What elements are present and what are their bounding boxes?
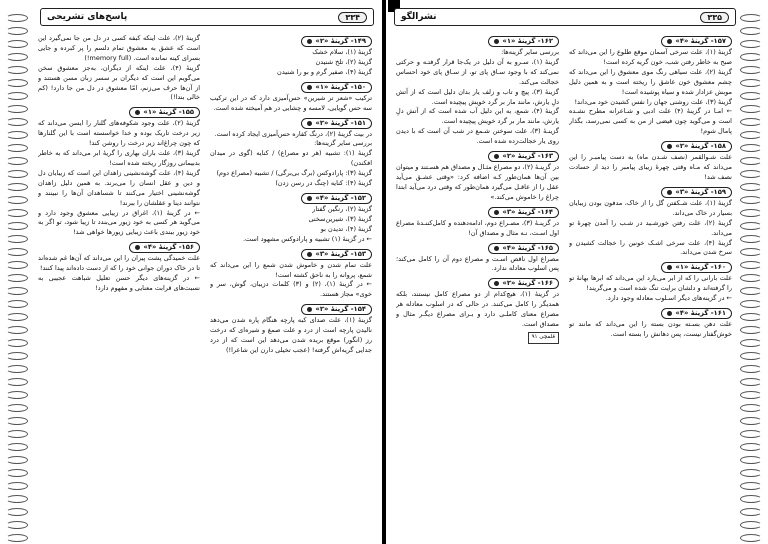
spiral-ring [740, 391, 762, 399]
spiral-ring [740, 131, 762, 139]
answer-text: گزینهٔ (۳): پارادوکس (برگ بی‌برگی) / تشبیه (مصراع دوم) [216, 169, 372, 178]
bullet-icon [307, 307, 312, 312]
answer-heading [488, 36, 559, 47]
spiral-ring [740, 300, 762, 308]
spiral-ring [740, 274, 762, 282]
bullet-icon [667, 144, 672, 149]
answer-text: در گزینـهٔ (۲)، دو مصراع مثـال و مصداق هم هسـتند و میتوان بین آن‌ها همان‌طور کـه اضافه کرد: «وقتی عشـق می‌آید عقل را از عاقـل می‌گیرد همان‌طور که وقتی درد می‌آید ابتدا چراغ را خاموش می‌کند.» [396, 163, 559, 201]
spiral-ring [6, 131, 28, 139]
left-page-column-right [210, 34, 372, 538]
spiral-ring [740, 27, 762, 35]
answer-text: گزینهٔ (۳)، علت باران بهاری را گریهٔ ابر می‌داند که به خاطر بدبیمانی روزگار ریخته شده است! [38, 149, 200, 167]
bullet-icon [135, 110, 140, 115]
spiral-ring [740, 404, 762, 412]
answer-text: گزینهٔ (۲)، رنگین گفتار [312, 204, 372, 213]
spiral-ring [6, 443, 28, 451]
spiral-ring [740, 209, 762, 217]
spiral-ring [6, 534, 28, 542]
answer-heading-text: ۱۵۳- گزینهٔ «۳» [315, 249, 366, 258]
spiral-ring [740, 196, 762, 204]
answer-heading [488, 207, 559, 218]
answer-heading [301, 118, 372, 129]
answer-text: در بیت گزینهٔ (۲)، درنگ کفاره حس‌آمیزی ایجاد کرده است. [214, 129, 372, 138]
answer-text: علت شـوالقمر (نصف شـدن ماه) به دست پیامبـر را این می‌داند که مـاه وقتی چهرهٔ زیبای پیامبر را دید از حسادت نصف شد! [569, 153, 732, 181]
left-page-title: پاسخ‌های تشریحی [47, 12, 128, 22]
bullet-icon [494, 281, 499, 286]
answer-heading-text: ۱۵۲- گزینهٔ «۴» [315, 193, 366, 202]
spiral-ring [6, 66, 28, 74]
answer-text: گزینهٔ (۱): تشبیه (هر دو مصراع) / کنایه (گوی در میدان افکندن) [210, 149, 372, 168]
answer-text: ← در گزینهٔ (۱) تشبیه و پارادوکس مشهود است. [242, 234, 372, 243]
source-stamp: قلمچی ۹۱ [528, 332, 559, 344]
spiral-ring [6, 53, 28, 61]
spiral-ring [740, 235, 762, 243]
answer-text: گزینهٔ (۴)، شمع، به این دلیل آب شده است که از آتش دلِ یارش، مانند مار بر گرد خویش پیچیده است. [396, 107, 559, 126]
answer-heading-text: ۱۶۶- گزینهٔ «۲» [502, 279, 553, 288]
answer-item [396, 149, 559, 203]
answer-heading [488, 151, 559, 162]
spiral-ring [740, 157, 762, 165]
spiral-ring [6, 521, 28, 529]
spiral-ring [6, 482, 28, 490]
answer-text: گزینهٔ (۲)، تلخ شنیدن [315, 57, 372, 66]
spiral-ring [6, 300, 28, 308]
spiral-ring [6, 430, 28, 438]
answer-heading-text: ۱۶۱- گزینهٔ «۴» [675, 309, 726, 318]
spiral-ring [6, 508, 28, 516]
answer-text: گزینهٔ (۱)، علت شـکفتن گل را از خاک، مدفون بودن زیبایان بسیار در خاک می‌داند. [569, 198, 732, 217]
answer-item [38, 240, 200, 294]
spiral-ring [6, 404, 28, 412]
answer-heading [661, 36, 732, 47]
answer-text: گزینهٔ (۱)، سـرو به آن دلیل در یک‌جا قرار گرفتـه و حرکتی نمی‌کند که با وجود سـاق پای تو، از سـاق پای خود احساس خجالت می‌کند. [396, 57, 559, 86]
answer-heading [301, 193, 372, 204]
bullet-icon [667, 265, 672, 270]
answer-heading-text: ۱۵۷- گزینهٔ «۴» [675, 37, 726, 45]
spiral-ring [740, 521, 762, 529]
answer-heading-text: ۱۶۰- گزینهٔ «۱» [675, 263, 726, 272]
spiral-binding-right [738, 0, 766, 544]
answer-text: در گزینـهٔ (۳)، مصـراع دوم، ادامه‌دهنده و کامل‌کننـدهٔ مصراع اول اسـت، نـه مثال و مصداق آن! [396, 218, 559, 237]
spiral-ring [740, 144, 762, 152]
answer-heading-text: ۱۵۴- گزینهٔ «۲» [315, 305, 366, 314]
answer-heading [301, 36, 372, 47]
answer-item [210, 191, 372, 245]
bullet-icon [667, 311, 672, 316]
spiral-ring [6, 248, 28, 256]
right-page [386, 0, 768, 544]
bullet-icon [307, 121, 312, 126]
answer-item [210, 302, 372, 356]
answer-item [396, 241, 559, 275]
spiral-ring [740, 79, 762, 87]
answer-heading [129, 107, 200, 118]
answer-item [38, 34, 200, 103]
answer-item [210, 247, 372, 301]
answer-text: ← امـا در گزینهٔ (۴) علت ادبی و شـاعرانه مطرح نشـده است و می‌گوید چون فیضی از من به کسی نمی‌رسد، بگذار پامال شوم! [569, 107, 732, 136]
answer-heading-text: ۱۵۵- گزینهٔ «۱» [143, 108, 194, 117]
bullet-icon [307, 85, 312, 90]
answer-item [210, 80, 372, 114]
answer-heading [301, 304, 372, 315]
spiral-ring [740, 326, 762, 334]
spiral-ring [740, 183, 762, 191]
answer-text: مصراع اول ناقص اسـت و مصراع دوم آن را کامل می‌کند؛ پس اسلوب معادله ندارد. [396, 254, 559, 273]
spiral-ring [740, 508, 762, 516]
spiral-ring [740, 339, 762, 347]
spiral-ring [6, 92, 28, 100]
bullet-icon [307, 252, 312, 257]
answer-text: گزینهٔ (۳)، علت روشنی جهان را نفس کشیدن خود می‌داند! [574, 97, 732, 106]
spiral-ring [6, 378, 28, 386]
spiral-ring [6, 469, 28, 477]
answer-heading [661, 308, 732, 319]
spiral-ring [6, 495, 28, 503]
spiral-ring [6, 326, 28, 334]
right-page-column-right [569, 34, 732, 538]
left-page-number: ۳۳۴ [338, 12, 367, 23]
spiral-ring [740, 40, 762, 48]
answer-text: گزینهٔ (۲)، علت وجود شکوفه‌های گلنار را ایسن می‌داند که زیر درخت تاریک بوده و خدا خواسسته است با این گلنارها که چون چراغ‌اند زیر درخت را روشن کند! [38, 119, 200, 148]
answer-item [396, 34, 559, 147]
right-page-column-left [396, 34, 559, 538]
spiral-ring [6, 14, 28, 22]
left-page-header [40, 8, 374, 26]
spiral-ring [6, 118, 28, 126]
spiral-ring [6, 144, 28, 152]
spiral-ring [740, 313, 762, 321]
answer-text: گزینهٔ (۲)، علت اینکه کبفه کسی در دل من جا نمی‌گیرد این است که عشق به معشوق تمام دلسم را پر کبرده و جایی بسرای کینه نمانده است. (memory full!) [38, 34, 200, 62]
answer-text: ترکیب «شعر تر شیرین» حس‌آمیزی دارد که در این ترکیب سه حس گویایی، لامسه و چشایی در هم آمیخته شده است. [210, 93, 372, 112]
bullet-icon [667, 190, 672, 195]
spiral-ring [6, 170, 28, 178]
spiral-ring [6, 391, 28, 399]
answer-text: گزینهٔ (۲)، علت سیاهی رنگ موی معشوق را این می‌داند که چشم معشوق خون عاشق را ریخته است و به همین دلیل موبش عزادار شده و سیاه پوشیده است! [569, 67, 732, 96]
spiral-ring [740, 417, 762, 425]
spiral-ring [6, 209, 28, 217]
answer-item [569, 185, 732, 258]
spiral-ring [6, 157, 28, 165]
answer-item [396, 205, 559, 239]
spiral-ring [6, 79, 28, 87]
answer-text: علت بارانی را که از ابر می‌بارد این می‌داند که ابرها بهانهٔ تو را گرفته‌اند و دلشان برایت تنگ شده است و می‌گریند! [569, 274, 732, 293]
answer-item [396, 276, 559, 330]
bullet-icon [307, 196, 312, 201]
bullet-icon [494, 210, 499, 215]
spiral-ring [740, 443, 762, 451]
spiral-ring [6, 105, 28, 113]
bullet-icon [307, 39, 312, 44]
spiral-ring [740, 92, 762, 100]
right-page-header [394, 8, 736, 26]
bullet-icon [494, 39, 499, 44]
answer-text: ← در گزینهٔ (۱)، (۲) و (۳) کلمات دزیبان، گوش، سر و خوی» مجاز هستند. [210, 280, 372, 299]
answer-text: گزینـهٔ (۳)، علت سوختن شـمع در شب آن است که با دیدن روی یار خجالت‌زده شده است. [396, 127, 559, 146]
spiral-ring [740, 469, 762, 477]
answer-text: گزینهٔ (۲)، علت رفتن خورشـید در شـب را آمدن چهرهٔ تو می‌داند. [569, 218, 732, 237]
answer-text: علت تمام شدن و خاموش شدن شمع را این می‌داند که شمع، پروانه را به ناحق کشته است! [210, 260, 372, 279]
spiral-ring [6, 456, 28, 464]
bullet-icon [494, 154, 499, 159]
spiral-ring [6, 274, 28, 282]
answer-text: ← در گزینه‌های دیگر اسـلوب معادله وجود دارد. [605, 294, 732, 303]
spiral-ring [6, 196, 28, 204]
answer-heading-text: ۱۵۰- گزینهٔ «۱» [315, 82, 366, 91]
answer-text: در گزینهٔ (۱)، هیچ‌کدام از دو مصراع کامل نیستند، بلکه همدیگر را کامل می‌کنند. در حالی که در اسلوب معادله هر مصراع معنای کاملـی دارد و بـرای مصراع دیگـر مثال و مصداق است. [396, 290, 559, 329]
spiral-ring [6, 313, 28, 321]
spiral-ring [740, 456, 762, 464]
spiral-ring [740, 105, 762, 113]
answer-text: علت دهن بسـته بودن بسته را این می‌داند که مانند تو خوش‌گفتار نیست، پس دهانش را بسته است. [569, 320, 732, 338]
answer-text: گزینهٔ (۳)، شیرین‌سخنی [308, 214, 372, 223]
answer-heading [661, 262, 732, 273]
answer-heading [488, 243, 559, 254]
answer-text: گزینهٔ (۴)، صفیر گرم و بو را شنیدن [277, 67, 372, 76]
answer-heading-text: ۱۵۶- گزینهٔ «۴» [143, 243, 194, 252]
answer-text: گزینهٔ (۱)، علت صدای کبه پارچه هنگام پاره شدن می‌دهد نالیدن پارچه است از درد و علت صمغ و شیره‌ای که درخت رز (انگور) موقع بریده شدن می‌دهد این است که از درد جدایی گریه‌اش گرفته! (عجب تخیلی دارن این شاعرا!) [210, 316, 372, 354]
answer-heading [301, 82, 372, 93]
spiral-ring [6, 352, 28, 360]
spiral-ring [740, 53, 762, 61]
spiral-ring [6, 235, 28, 243]
answer-text: علت خمیدگی پشت پیران را این می‌داند که آن‌ها غم شده‌اند تا در خاک دوران جوانی خود را که از دست داده‌اند پیدا کنند! [38, 254, 200, 273]
right-page-number: ۳۳۵ [700, 12, 729, 23]
spiral-ring [740, 430, 762, 438]
spiral-ring [740, 495, 762, 503]
answer-item [569, 260, 732, 304]
answer-heading [129, 242, 200, 253]
right-page-title: نشرالگو [401, 12, 437, 22]
spiral-ring [6, 417, 28, 425]
answer-text: گزینهٔ (۴)، علت گوشه‌نشینی زاهدان این است که زیبایان دل و دین و عقل انسان را می‌برند. به همین دلیل زاهدان گوشه‌نشینی اختیار می‌کنند تا شساهدان آن‌ها را نبینند و نتوانند دینا و عقلشان را ببرند! [38, 168, 200, 207]
spiral-ring [6, 365, 28, 373]
answer-heading [301, 249, 372, 260]
spiral-ring [740, 222, 762, 230]
answer-text: گزینهٔ (۴): کنایه (چنگ در رسن زدن) [275, 179, 372, 188]
spiral-ring [6, 339, 28, 347]
answer-text: گزینهٔ (۱)، سلام خشک [312, 48, 372, 56]
answer-heading [661, 141, 732, 152]
spiral-binding-left [4, 0, 32, 544]
spiral-ring [6, 183, 28, 191]
answer-heading-text: ۱۶۴- گزینهٔ «۳» [502, 207, 553, 216]
answer-text: گزینهٔ (۴)، تدیدن بو [320, 224, 372, 233]
spiral-ring [740, 378, 762, 386]
spiral-ring [6, 287, 28, 295]
answer-item [210, 116, 372, 189]
answer-heading-text: ۱۴۹- گزینهٔ «۲» [315, 37, 366, 45]
spiral-ring [740, 482, 762, 490]
spiral-ring [740, 261, 762, 269]
answer-text: ← در گزینهٔ (۱)، اغراق در زیبایی معشوق وجود دارد و می‌گوید هر کسی به خود زیور می‌بندد تا زیبا شود، تو اگر به خود زیور ببندی باعث زیبایی زیورها خواهی شد! [38, 208, 200, 237]
spiral-ring [740, 118, 762, 126]
bullet-icon [494, 246, 499, 251]
left-page-column-left [38, 34, 200, 538]
bullet-icon [135, 245, 140, 250]
spiral-ring [6, 27, 28, 35]
answer-heading-text: ۱۵۸- گزینهٔ «۲» [675, 142, 726, 151]
spiral-ring [740, 352, 762, 360]
answer-item [38, 105, 200, 238]
answer-text: گزینهٔ (۴)، علت سرخی اشـک خونین را خجالت کشیدن و سرخ شدن می‌داند. [569, 238, 732, 257]
spiral-ring [740, 170, 762, 178]
spiral-ring [740, 66, 762, 74]
spiral-ring [740, 534, 762, 542]
spiral-ring [6, 222, 28, 230]
spiral-ring [6, 40, 28, 48]
answer-heading-text: ۱۶۲- گزینهٔ «۱» [502, 37, 553, 45]
answer-item [569, 306, 732, 340]
answer-text: گزینهٔ (۴)، علت اینکه از دیگران، به‌جز معشوق سخن می‌گویم این است که دیگران بر سسر زبان مسن هستند و از آن‌ها حرف می‌زنم، امّا معشوق در دل من جا دارد! (کم خالی بندا!) [38, 63, 200, 102]
answer-heading-text: ۱۶۵- گزینهٔ «۴» [502, 243, 553, 252]
answer-heading-text: ۱۶۳- گزینهٔ «۲» [502, 152, 553, 161]
answer-heading-text: ۱۵۱- گزینهٔ «۲» [315, 118, 366, 127]
left-page [0, 0, 382, 544]
spiral-ring [740, 365, 762, 373]
bullet-icon [667, 39, 672, 44]
answer-text: بررسی سایر گزینه‌ها: [501, 48, 559, 56]
spiral-ring [740, 248, 762, 256]
answer-item [210, 34, 372, 78]
answer-text: بررسی سایر گزینه‌ها: [314, 139, 372, 148]
answer-heading-text: ۱۵۹- گزینهٔ «۳» [675, 187, 726, 196]
answer-item [569, 139, 732, 183]
answer-heading [488, 278, 559, 289]
answer-text: گزینهٔ (۳)، پیچ و تاب و زلف یار بدان دلیل است که از آتش دلِ یارش، مانند مار بر گرد خویش پیچیده است. [396, 87, 559, 106]
answer-item [569, 34, 732, 137]
answer-heading [661, 187, 732, 198]
spiral-ring [740, 14, 762, 22]
answer-text: گزینهٔ (۱)، علت سرخی آسمان موقع طلوع را این می‌داند که صبح به خاطر رفتن شب، خون گریه کرده است! [569, 48, 732, 66]
spiral-ring [6, 261, 28, 269]
spiral-ring [740, 287, 762, 295]
answer-text: ← در گزینه‌های دیگر حسن تعلیل شباهت عجیبی به نسبت‌های قرابت معنایی و مفهوم دارد! [38, 274, 200, 292]
